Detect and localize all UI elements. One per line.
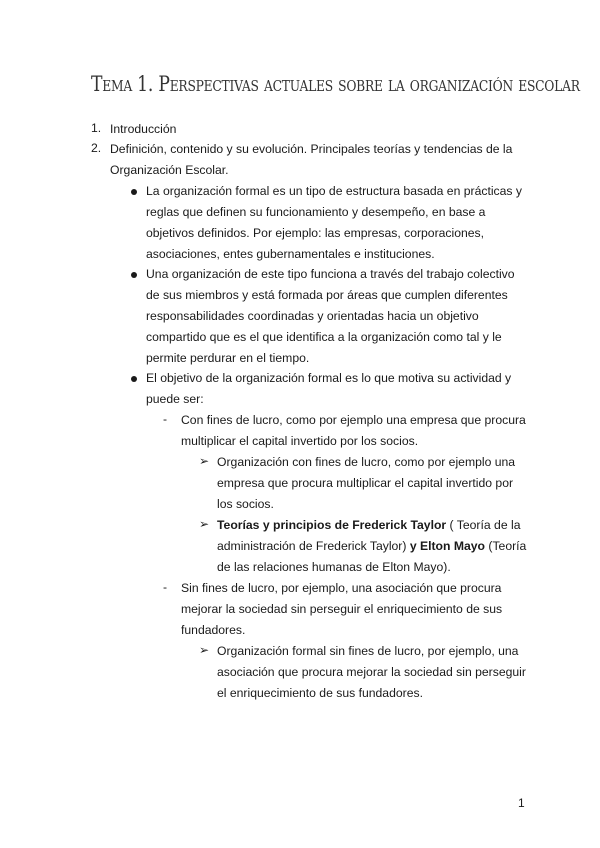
- bullet-2-line: compartido que es el que identifica a la organización como tal y le: [146, 330, 502, 344]
- bullet-1-line: asociaciones, entes gubernamentales e instituciones.: [146, 247, 435, 261]
- bullet-3-line: El objetivo de la organización formal es lo que motiva su actividad y: [146, 371, 512, 385]
- bullet-2-line: responsabilidades coordinadas y orientadas hacia un objetivo: [146, 309, 479, 323]
- arrow-1-line: los socios.: [217, 497, 274, 511]
- arrow-1-line: Organización con fines de lucro, como por ejemplo una: [217, 455, 516, 469]
- bullet-2-line: de sus miembros y está formada por áreas que cumplen diferentes: [146, 288, 508, 302]
- arrow-2-line: [217, 538, 526, 554]
- dash-1-line: multiplicar el capital invertido por los socios.: [181, 434, 419, 448]
- bullet-icon: [131, 189, 137, 195]
- arrow-bullet-icon: ➢: [199, 454, 210, 468]
- bold-taylor: Teorías y principios de Frederick Taylor: [217, 518, 447, 532]
- dash-marker: -: [163, 580, 168, 594]
- arrow-1-line: empresa que procura multiplicar el capital invertido por: [217, 476, 514, 490]
- bullet-1-line: reglas que definen su funcionamiento y desempeño, en base a: [146, 205, 486, 219]
- bullet-2-line: permite perdurar en el tiempo.: [146, 351, 310, 365]
- list-item-definicion: Definición, contenido y su evolución. Principales teorías y tendencias de la: [110, 142, 513, 156]
- list-number-1: 1.: [91, 121, 102, 135]
- text: (Teoría: [485, 539, 527, 553]
- list-item-definicion-cont: Organización Escolar.: [110, 163, 229, 177]
- arrow-3-line: asociación que procura mejorar la sociedad sin perseguir: [217, 665, 526, 679]
- text: ( Teoría de la: [446, 518, 521, 532]
- arrow-2-line: [217, 517, 520, 533]
- bold-mayo: y Elton Mayo: [406, 539, 485, 553]
- dash-2-line: Sin fines de lucro, por ejemplo, una asociación que procura: [181, 581, 502, 595]
- page-number: 1: [518, 796, 525, 810]
- dash-2-line: fundadores.: [181, 623, 246, 637]
- arrow-bullet-icon: ➢: [199, 643, 210, 657]
- bullet-1-line: La organización formal es un tipo de estructura basada en prácticas y: [146, 184, 522, 198]
- page-title: Tema 1. Perspectivas actuales sobre la organización escolar: [91, 72, 580, 96]
- bullet-3-line: puede ser:: [146, 392, 204, 406]
- dash-marker: -: [163, 412, 168, 426]
- bullet-1-line: objetivos definidos. Por ejemplo: las empresas, corporaciones,: [146, 226, 485, 240]
- dash-1-line: Con fines de lucro, como por ejemplo una empresa que procura: [181, 413, 526, 427]
- arrow-3-line: el enriquecimiento de sus fundadores.: [217, 686, 423, 700]
- text: administración de Frederick Taylor): [217, 539, 407, 553]
- bullet-2-line: Una organización de este tipo funciona a través del trabajo colectivo: [146, 267, 515, 281]
- bullet-icon: [131, 272, 137, 278]
- list-number-2: 2.: [91, 141, 102, 155]
- list-item-introduccion: Introducción: [110, 122, 177, 136]
- arrow-bullet-icon: ➢: [199, 517, 210, 531]
- dash-2-line: mejorar la sociedad sin perseguir el enriquecimiento de sus: [181, 602, 503, 616]
- arrow-3-line: Organización formal sin fines de lucro, por ejemplo, una: [217, 644, 519, 658]
- arrow-2-line: de las relaciones humanas de Elton Mayo).: [217, 560, 451, 574]
- bullet-icon: [131, 376, 137, 382]
